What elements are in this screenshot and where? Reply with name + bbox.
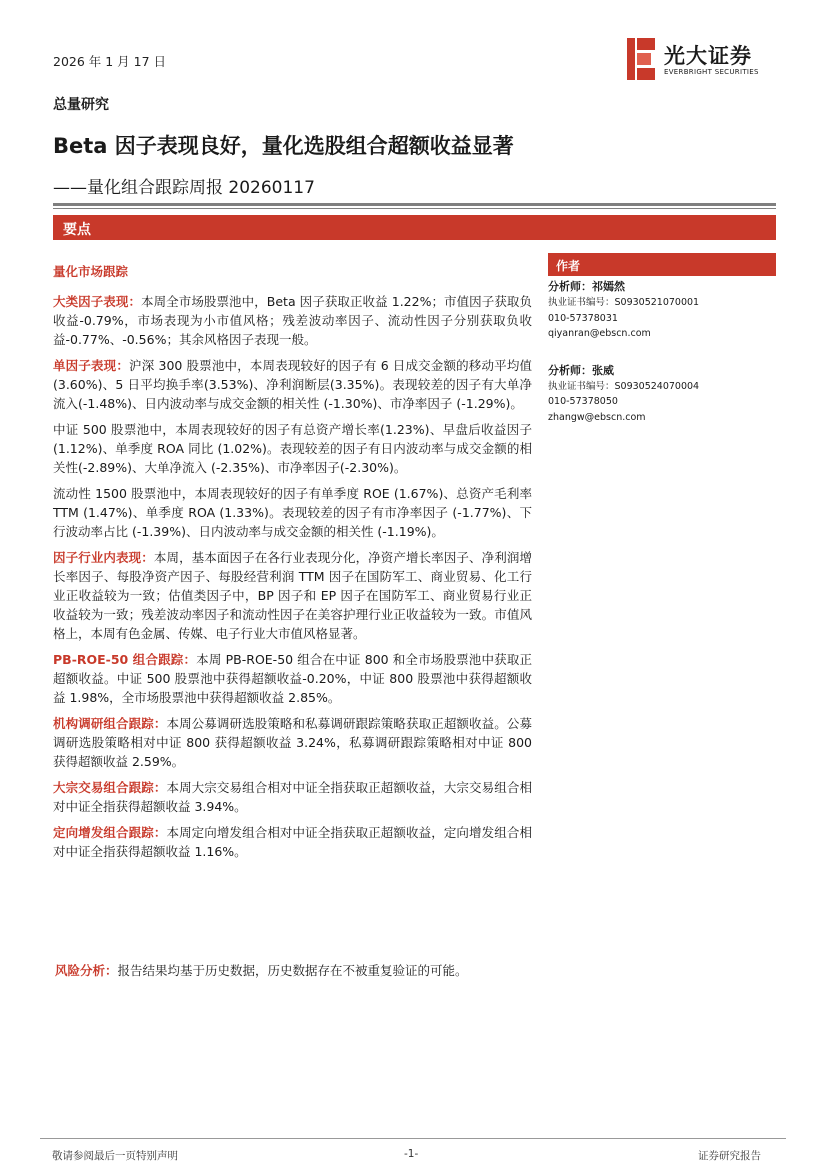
paragraph-text: 本周，基本面因子在各行业表现分化，净资产增长率因子、净利润增长率因子、每股净资产因子、每股经营利润 TTM 因子在国防军工、商业贸易、化工行业正收益较为一致；估值类因子中，BP 因子和 EP 因子在国防军工、商业贸易行业正收益较为一致；残差波动率因子和流动性因子在美容护理行业正收益较为一致。市值风格上，本周有色金属、传媒、电子行业大市值风格显著。 bbox=[53, 550, 532, 641]
author-label: 作者 bbox=[556, 259, 581, 273]
analyst-email[interactable]: zhangw@ebscn.com bbox=[548, 411, 646, 423]
paragraph-lead: 大类因子表现： bbox=[53, 294, 142, 309]
analyst-name: 分析师：张威 bbox=[548, 363, 614, 377]
brand-name-en: EVERBRIGHT SECURITIES bbox=[664, 68, 759, 76]
analyst-name: 分析师：祁嫣然 bbox=[548, 280, 625, 293]
paragraph-private-placement bbox=[53, 823, 532, 861]
risk-analysis bbox=[55, 961, 468, 980]
footer-divider bbox=[40, 1138, 786, 1139]
brand-name: 光大证券 bbox=[664, 44, 752, 68]
paragraph-pbroe bbox=[53, 650, 532, 707]
paragraph-text: 本周全市场股票池中，Beta 因子获取正收益 1.22%；市值因子获取负收益-0.79%，市场表现为小市值风格；残差波动率因子、流动性因子分别获取负收益-0.77%、-0.56%；其余风格因子表现一般。 bbox=[53, 294, 532, 347]
report-title: Beta 因子表现良好，量化选股组合超额收益显著 bbox=[53, 134, 514, 158]
paragraph-single-factor bbox=[53, 356, 532, 413]
analyst-card bbox=[548, 362, 776, 426]
paragraph-lead: 定向增发组合跟踪： bbox=[53, 825, 167, 840]
brand-logo bbox=[627, 38, 777, 82]
analyst-cert: 执业证书编号：S0930521070001 bbox=[548, 297, 700, 308]
header-divider bbox=[53, 203, 776, 206]
analyst-card bbox=[548, 278, 776, 342]
paragraph-lead: 因子行业内表现： bbox=[53, 550, 154, 565]
paragraph-text: 本周定向增发组合相对中证全指获取正超额收益，定向增发组合相对中证全指获得超额收益 1.16%。 bbox=[53, 825, 532, 859]
keypoints-banner bbox=[53, 215, 776, 240]
paragraph-lead: PB-ROE-50 组合跟踪： bbox=[53, 652, 197, 667]
paragraph-block-trade bbox=[53, 778, 532, 816]
paragraph-liquidity1500: 流动性 1500 股票池中，本周表现较好的因子有单季度 ROE (1.67%)、总资产毛利率 TTM (1.47%)、单季度 ROA (1.33%)。表现较差的因子有市净率因子 (-1.77%)、下行波动率占比 (-1.39%)、日内波动率与成交金额的相关性 (-1.19%)。 bbox=[53, 486, 532, 539]
author-banner bbox=[548, 253, 776, 276]
paragraph-industry bbox=[53, 548, 532, 643]
paragraph-text: 沪深 300 股票池中，本周表现较好的因子有 6 日成交金额的移动平均值 (3.60%)、5 日平均换手率(3.53%)、净利润断层(3.35%)。表现较差的因子有大单净流入(-1.48%)、日内波动率与成交金额的相关性 (-1.30%)、市净率因子 (-1.29%)。 bbox=[53, 358, 532, 411]
analyst-cert: 执业证书编号：S0930524070004 bbox=[548, 380, 700, 392]
report-subtitle: ——量化组合跟踪周报 20260117 bbox=[53, 178, 315, 198]
paragraph-lead: 机构调研组合跟踪： bbox=[53, 716, 167, 731]
paragraph-lead: 单因子表现： bbox=[53, 358, 130, 373]
everbright-logo-icon bbox=[627, 38, 655, 80]
paragraph-style-factors bbox=[53, 292, 532, 349]
paragraph-text: 本周 PB-ROE-50 组合在中证 800 和全市场股票池中获取正超额收益。中证 500 股票池中获得超额收益-0.20%，中证 800 股票池中获得超额收益 1.98%，全市场股票池中获得超额收益 2.85%。 bbox=[53, 652, 532, 705]
paragraph-csi500: 中证 500 股票池中，本周表现较好的因子有总资产增长率(1.23%)、早盘后收益因子(1.12%)、单季度 ROA 同比 (1.02%)。表现较差的因子有日内波动率与成交金额的相关性(-2.89%)、大单净流入 (-2.35%)、市净率因子(-2.30%)。 bbox=[53, 422, 532, 475]
footer-report-type: 证券研究报告 bbox=[698, 1150, 761, 1162]
paragraph-lead: 大宗交易组合跟踪： bbox=[53, 780, 167, 795]
risk-lead: 风险分析： bbox=[55, 963, 118, 978]
report-date: 2026 年 1 月 17 日 bbox=[53, 54, 167, 69]
header-divider-thin bbox=[53, 208, 776, 209]
paragraph-institution bbox=[53, 714, 532, 771]
analyst-phone: 010-57378031 bbox=[548, 312, 618, 324]
keypoints-label: 要点 bbox=[63, 222, 91, 238]
keypoints-body bbox=[53, 262, 532, 868]
paragraph-text: 本周大宗交易组合相对中证全指获取正超额收益，大宗交易组合相对中证全指获得超额收益 3.94%。 bbox=[53, 780, 532, 814]
report-category: 总量研究 bbox=[53, 97, 109, 113]
analyst-phone: 010-57378050 bbox=[548, 396, 618, 407]
author-panel bbox=[548, 253, 776, 425]
paragraph-text: 本周公募调研选股策略和私募调研跟踪策略获取正超额收益。公募调研选股策略相对中证 800 获得超额收益 3.24%，私募调研跟踪策略相对中证 800 获得超额收益 2.59%。 bbox=[53, 716, 532, 769]
section-heading: 量化市场跟踪 bbox=[53, 264, 129, 279]
analyst-email[interactable]: qiyanran@ebscn.com bbox=[548, 328, 651, 339]
risk-text: 报告结果均基于历史数据，历史数据存在不被重复验证的可能。 bbox=[117, 963, 468, 978]
footer-disclaimer: 敬请参阅最后一页特别声明 bbox=[52, 1150, 178, 1162]
page-number: -1- bbox=[404, 1148, 419, 1160]
